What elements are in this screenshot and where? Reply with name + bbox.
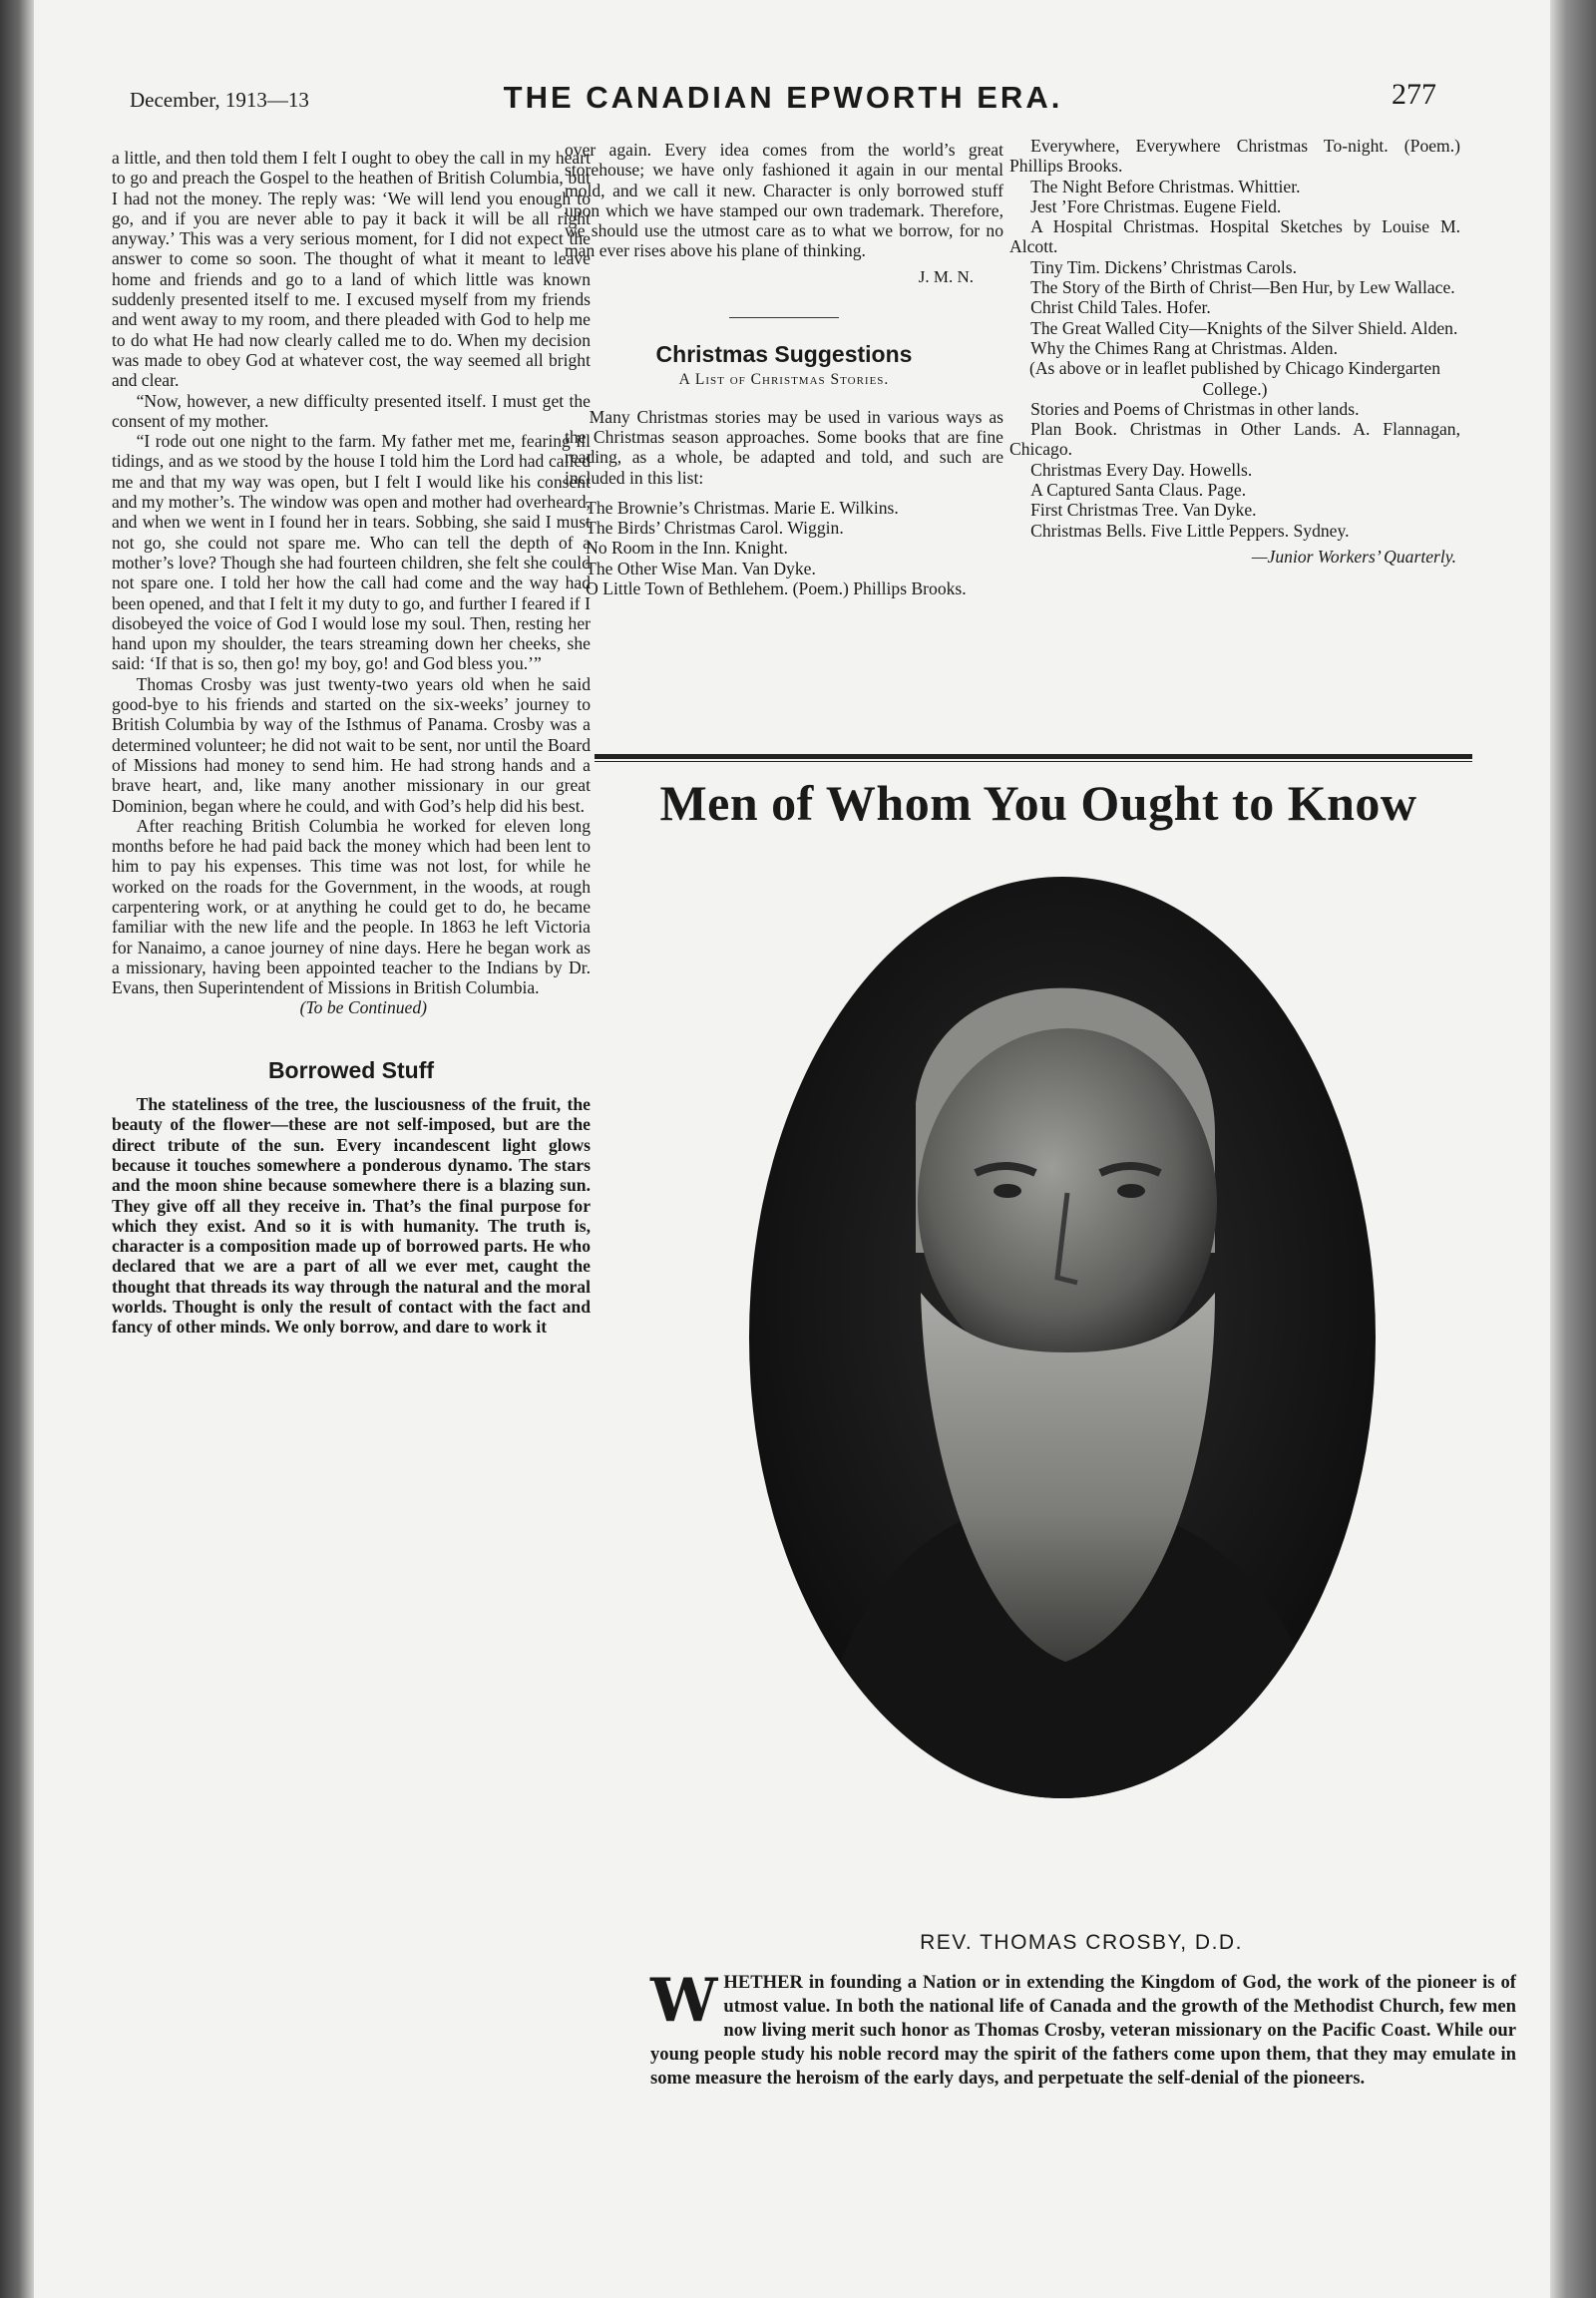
portrait-caption: REV. THOMAS CROSBY, D.D. (920, 1931, 1243, 1954)
page-edge-right (1550, 0, 1596, 2298)
feature-headline: Men of Whom You Ought to Know (659, 775, 1417, 831)
feature-bio-text: HETHER in founding a Nation or in extending the Kingdom of God, the work of the pioneer is of utmost value. In both the national life of Canada and the growth of the Methodist Church, few men now living merit such honor as Thomas Crosby, veteran missionary on the Pacific Coast. While our young people study his noble record may the spirit of the fathers come upon them, that they may emulate in some measure the heroism of the early days, and perpetuate the self-denial of the pioneers. (650, 1972, 1516, 2089)
story-list-item: The Other Wise Man. Van Dyke. (586, 558, 816, 578)
suggestions-intro: Many Christmas stories may be used in various ways as the Christmas season approaches. Some books that are fine reading, as a whole, be adapted and told, and such are included in this list: (565, 406, 1003, 488)
magazine-title: THE CANADIAN EPWORTH ERA. (503, 80, 1063, 115)
story-list-item: Christmas Every Day. Howells. (1030, 459, 1253, 480)
story-list-item: The Great Walled City—Knights of the Silver Shield. Alden. (1030, 317, 1458, 338)
column-right (1009, 136, 1460, 567)
story-list-item: Plan Book. Christmas in Other Lands. A. Flannagan, Chicago. (1009, 419, 1460, 460)
portrait-photo (746, 874, 1379, 1801)
story-list-item: Stories and Poems of Christmas in other lands. (1030, 398, 1360, 419)
feature-rule (595, 754, 1472, 762)
drop-cap: W (650, 1966, 718, 2036)
author-initials: J. M. N. (918, 266, 974, 286)
story-list-note: (As above or in leaflet published by Chicago Kindergarten College.) (1028, 358, 1441, 399)
borrowed-stuff-text: The stateliness of the tree, the lusciousness of the fruit, the beauty of the flower—these are not self-imposed, but are the direct tribute of the sun. Every incandescent light glows because it touches somewhere a ponderous dynamo. The stars and the moon shine because somewhere there is a blazing sun. They give off all they receive in. That’s the final purpose for which they exist. And so it is with humanity. The truth is, character is a composition made up of borrowed parts. He who declared that we are a part of all we ever met, caught the thought that threads its way through the natural and the moral worlds. Thought is only the result of contact with the fact and fancy of other minds. We only borrow, and dare to work it (112, 1094, 591, 1338)
story-paragraph: a little, and then told them I felt I ought to obey the call in my heart to go and preach the Gospel to the heathen of British Columbia, but I had not the money. The reply was: ‘We will lend you enough to go, and if you are never able to pay it back it will be all right anyway.’ This was a very serious moment, for I did not expect the answer to come so soon. The thought of what it meant to leave home and friends and go to a land of which little was known suddenly presented itself to me. I excused myself from my friends and went away to my room, and there pleaded with God to help me to do what He had now clearly called me to do. When my decision was made to obey God at whatever cost, the way seemed all bright and clear. (112, 148, 591, 391)
story-list-item: O Little Town of Bethlehem. (Poem.) Phillips Brooks. (586, 578, 967, 599)
running-header (130, 76, 1436, 120)
magazine-page (34, 0, 1550, 2298)
christmas-suggestions-subhead: A List of Christmas Stories. (678, 371, 890, 389)
story-list-item: The Story of the Birth of Christ—Ben Hur, by Lew Wallace. (1030, 277, 1455, 298)
story-list-item: A Hospital Christmas. Hospital Sketches by Louise M. Alcott. (1009, 216, 1460, 257)
story-list-item: The Night Before Christmas. Whittier. (1030, 176, 1301, 196)
source-credit: —Junior Workers’ Quarterly. (1251, 546, 1456, 567)
binding-shadow-left (0, 0, 34, 2298)
story-paragraph: “I rode out one night to the farm. My father met me, fearing ill tidings, and as we stood by the house I told him the Lord had called me and that my way was open, but I felt I would like his consent and my mother’s. The window was open and mother had overheard, and when we went in I found her in tears. Sobbing, she said I must not go, she could not spare me. Who can tell the depth of a mother’s love? Though she had fourteen children, she felt she could not spare one. I told her how the call had come and the way had been opened, and that I felt it my duty to go, and further I feared if I disobeyed the voice of God I would lose my soul. Then, resting her hand upon my shoulder, the tears streaming down her cheeks, she said: ‘If that is so, then go! my boy, go! and God bless you.’” (112, 431, 591, 674)
column-middle (565, 140, 1003, 598)
story-list-item: Christ Child Tales. Hofer. (1030, 297, 1211, 318)
borrowed-stuff-heading: Borrowed Stuff (267, 1056, 435, 1083)
to-be-continued: (To be Continued) (299, 997, 428, 1018)
story-list-item: Christmas Bells. Five Little Peppers. Sydney. (1030, 520, 1350, 541)
story-list-item: The Brownie’s Christmas. Marie E. Wilkins. (586, 497, 899, 518)
story-paragraph: Thomas Crosby was just twenty-two years old when he said good-bye to his friends and started on the six-weeks’ journey to British Columbia by way of the Isthmus of Panama. Crosby was a determined volunteer; he did not wait to be sent, nor until the Board of Missions had money to send him. He had strong hands and a brave heart, and, like many another missionary in our great Dominion, began where he could, and with God’s help did his best. (112, 673, 591, 816)
page-number: 277 (1392, 78, 1436, 111)
story-paragraph: After reaching British Columbia he worked for eleven long months before he had paid back the money which had been lent to him to pay his expenses. This time was not lost, for while he worked on the roads for the Government, in the woods, at rough carpentering work, or at anything he could get to do, he became familiar with the new life and the people. In 1863 he left Victoria for Nanaimo, a canoe journey of nine days. Here he began work as a missionary, having been appointed teacher to the Indians by Dr. Evans, then Superintendent of Missions in British Columbia. (112, 815, 591, 998)
issue-date: December, 1913—13 (130, 88, 309, 112)
feature-bio (650, 1966, 1516, 2091)
story-list-item: Why the Chimes Rang at Christmas. Alden. (1030, 337, 1338, 358)
story-list-item: Jest ’Fore Christmas. Eugene Field. (1030, 195, 1282, 216)
story-list-item: The Birds’ Christmas Carol. Wiggin. (586, 518, 844, 539)
section-divider (729, 317, 839, 318)
story-list-item: Tiny Tim. Dickens’ Christmas Carols. (1030, 256, 1297, 277)
story-list-item: Everywhere, Everywhere Christmas To-night. (Poem.) Phillips Brooks. (1009, 136, 1460, 177)
christmas-suggestions-heading: Christmas Suggestions (655, 341, 913, 368)
borrowed-stuff-continued: over again. Every idea comes from the world’s great storehouse; we have only fashioned it again in our mental mold, and we call it new. Character is only borrowed stuff upon which we have stamped our own trademark. Therefore, we should use the utmost care as to what we borrow, for no man ever rises above his plane of thinking. (565, 140, 1003, 261)
story-list-item: First Christmas Tree. Van Dyke. (1030, 500, 1257, 521)
story-list-item: No Room in the Inn. Knight. (586, 538, 788, 559)
column-left (112, 148, 600, 1338)
story-paragraph: “Now, however, a new difficulty presented itself. I must get the consent of my mother. (112, 390, 591, 431)
story-list-item: A Captured Santa Claus. Page. (1030, 480, 1247, 501)
